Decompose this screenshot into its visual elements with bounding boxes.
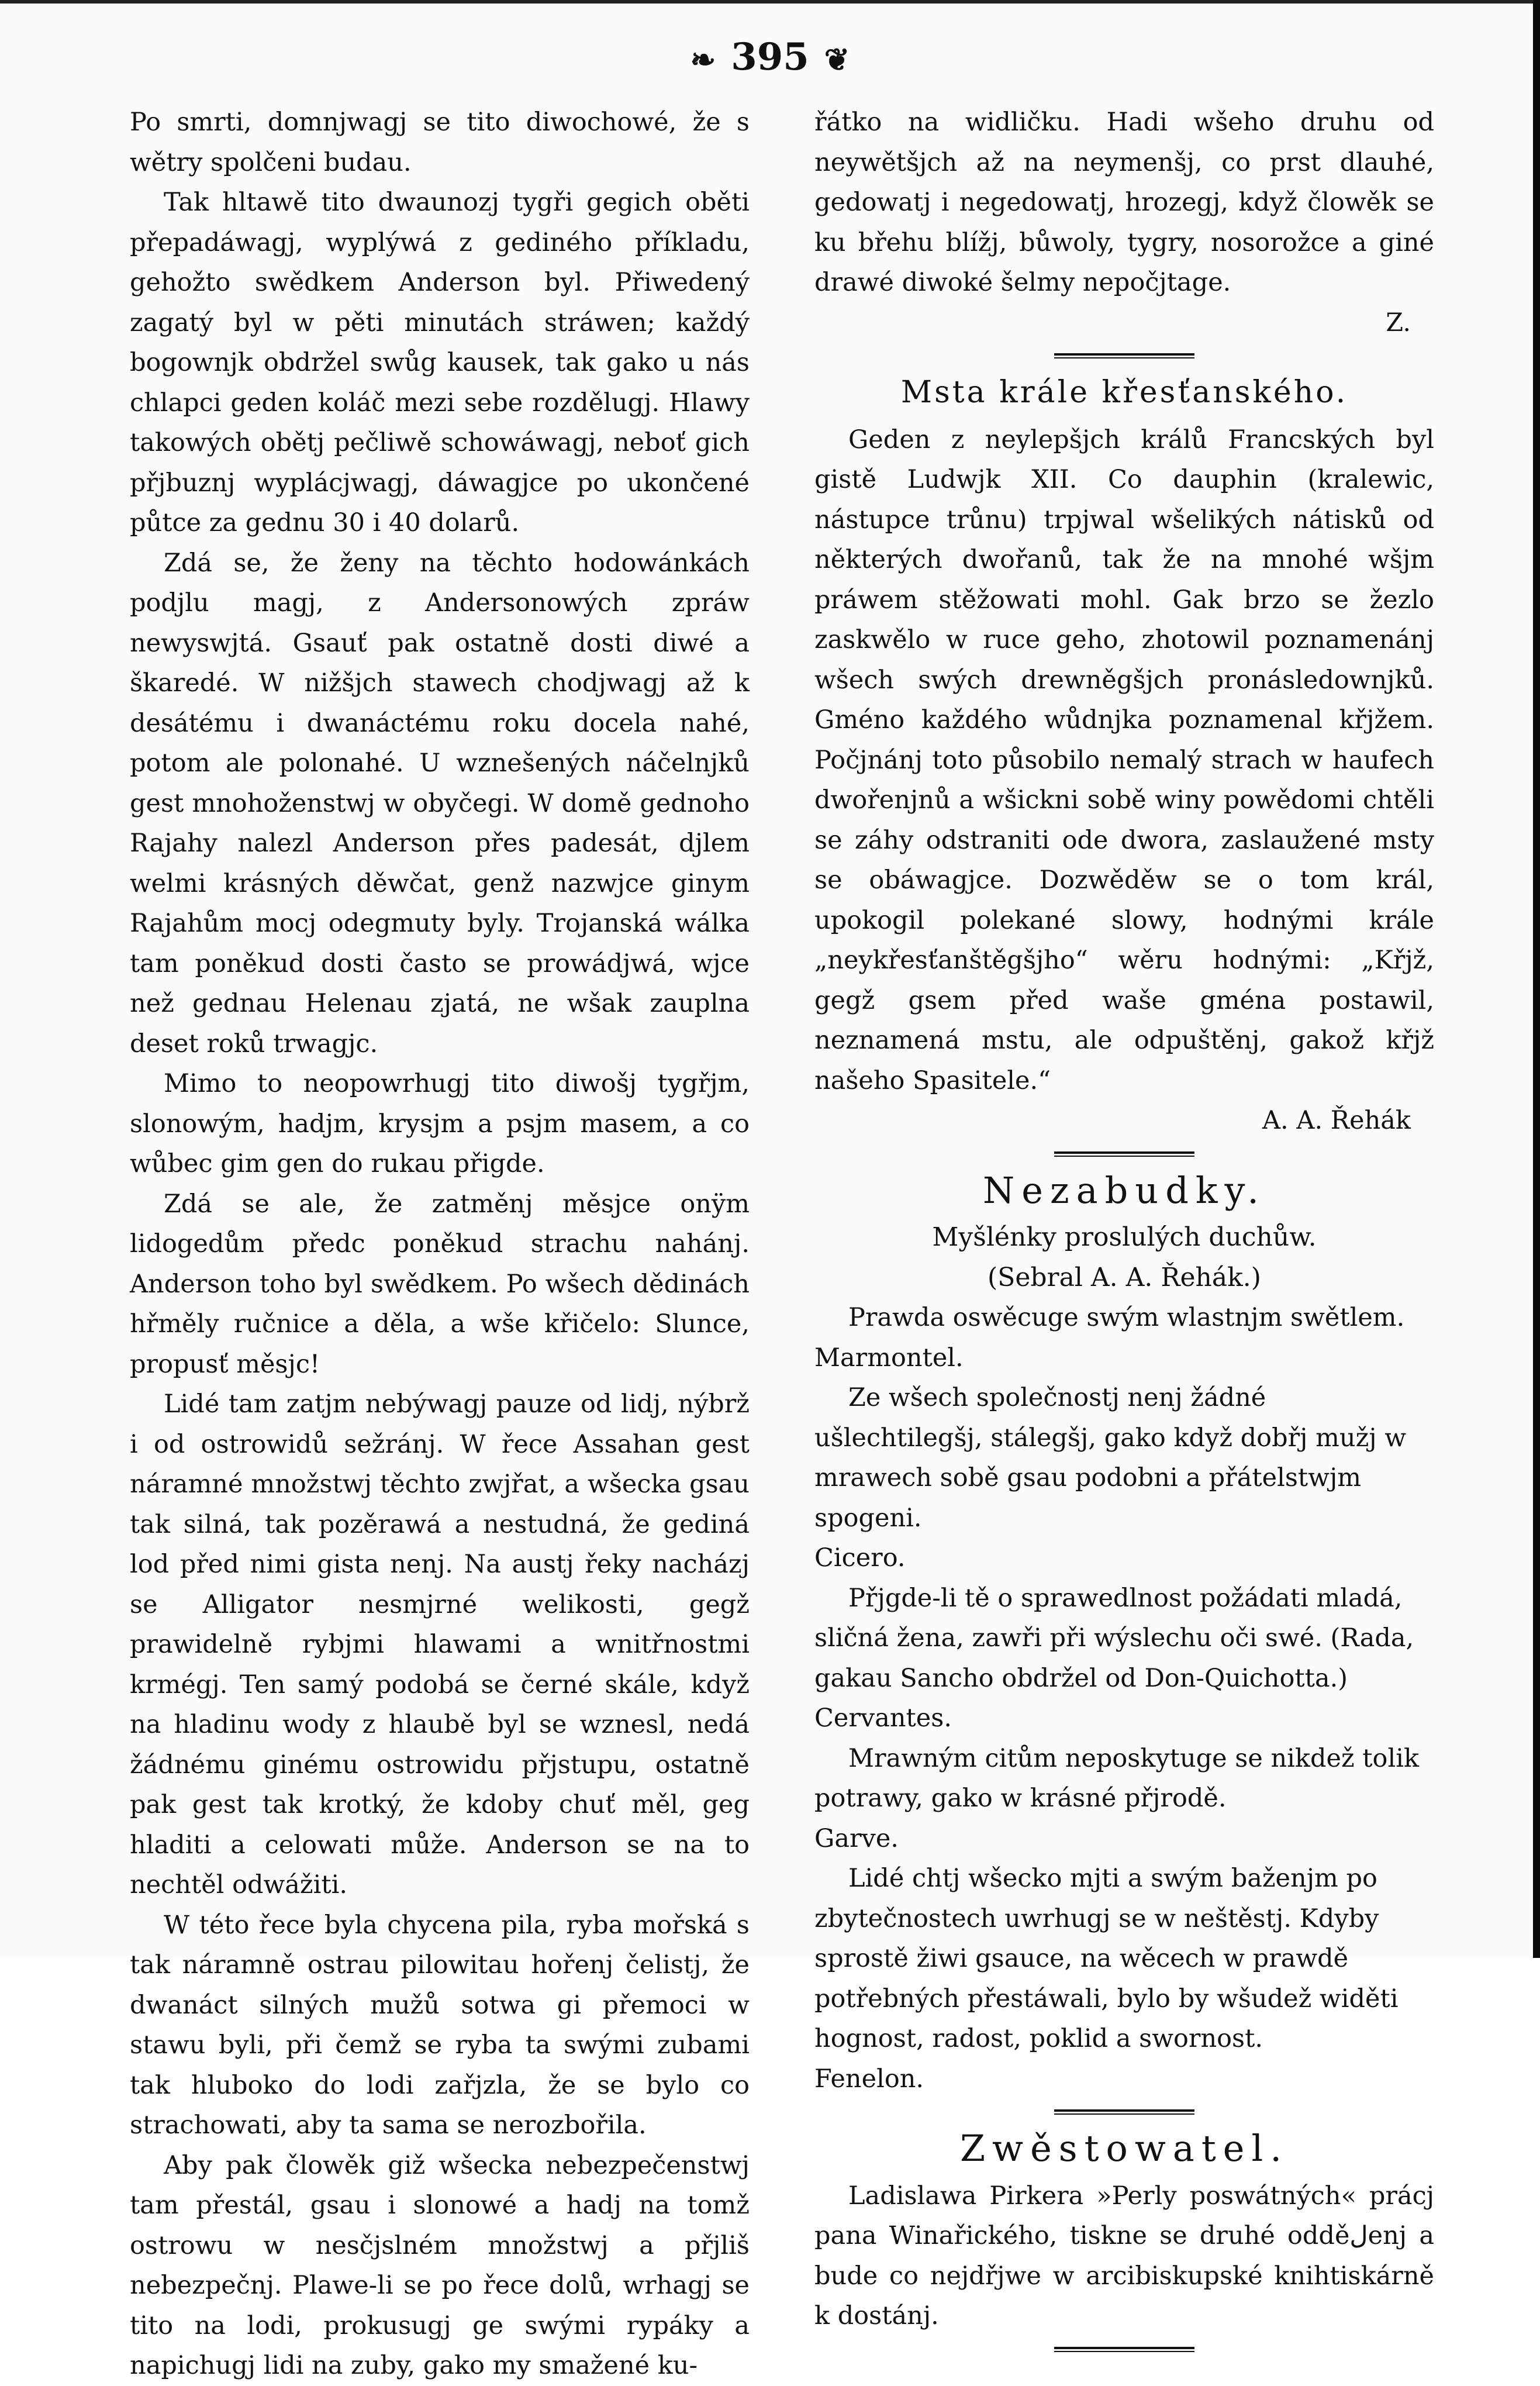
left-paragraph: Aby pak člowěk giž wšecka nebezpečenstwj tam přestál, gsau i slonowé a hadj na tomž ostrowu w nesčjslném množstwj a přjliš nebezpečnj. Plawe-li se po řece dolů, wrhagj se tito na lodi, prokusugj ge swými rypáky a napichugj lidi na zuby, gako my smažené ku- [130,2150,750,2380]
quote-author: Cervantes. [814,1704,952,1733]
section-divider [1054,1151,1194,1157]
quote-text: Mrawným citům neposkytuge se nikdež tolik potrawy, gako w krásné přjrodě. [814,1743,1420,1813]
continuation-paragraph: řátko na widličku. Hadi wšeho druhu od neywětšjch až na neymenšj, co prst dlauhé, gedowatj i negedowatj, hrozegj, když člowěk se ku břehu blížj, bůwoly, tygry, nosorožce a giné drawé diwoké šelmy nepočjtage. [814,108,1434,297]
quote-author: Fenelon. [814,2064,924,2094]
section-title-zwestowatel: Zwěstowatel. [959,2127,1289,2170]
left-fleuron-icon: ❧ [690,42,716,78]
left-paragraph: Tak hltawě tito dwaunozj tygři gegich oběti přepadáwagj, wyplýwá z gediného příkladu, gehožto swědkem Anderson byl. Přiwedený zagatý byl w pěti minutách stráwen; každý bogownjk obdržel swůg kausek, tak gako u nás chlapci geden koláč mezi sebe rozdělugj. Hlawy takowých obětj pečliwě schowáwagj, neboť gich přjbuznj wyplácjwagj, dáwagjce po ukončené půtce za gednu 30 i 40 dolarů. [130,188,750,537]
page-header [0,35,1540,79]
quote-author: Cicero. [814,1543,906,1573]
left-paragraph: Lidé tam zatjm nebýwagj pauze od lidj, nýbrž i od ostrowidů sežránj. W řece Assahan gest náramné množstwj těchto zwjřat, a wšecka gsau tak silná, tak pozěrawá a nestudná, že gediná lod před nimi gista nenj. Na austj řeky nacházj se Alligator nesmjrné welikosti, gegž prawidelně rybjmi hlawami a wnitřnostmi krmégj. Ten samý podobá se černé skále, když na hladinu wody z hlaubě byl se wznesl, nedá žádnému ginému ostrowidu přjstupu, ostatně pak gest tak krotký, že kdoby chuť měl, geg hladiti a celowati může. Anderson se na to nechtěl odwážiti. [130,1389,750,1899]
left-paragraph: Mimo to neopowrhugj tito diwošj tygřjm, slonowým, hadjm, krysjm a psjm masem, a co wůbec gim gen do rukau přigde. [130,1069,750,1178]
right-edge-shadow [1533,0,1540,1958]
page-number: 395 [731,35,809,79]
section-divider [1054,353,1194,358]
left-paragraph: W této řece byla chycena pila, ryba mořská s tak náramně ostrau pilowitau hořenj čelistj, že dwanáct silných mužů sotwa gi přemoci w stawu byli, při čemž se ryba ta swými zubami tak hluboko do lodi zařjzla, že se bylo co strachowati, aby ta sama se nerozbořila. [130,1910,750,2140]
quote-text: Prawda oswěcuge swým wlastnjm swětlem. [848,1303,1405,1332]
right-fleuron-icon: ❦ [824,42,850,78]
top-edge [0,0,1540,4]
section-collector: (Sebral A. A. Řehák.) [987,1262,1261,1292]
left-paragraph: Zdá se ale, že zatměnj měsjce onÿm lidogedům předc poněkud strachu nahánj. Anderson toho byl swědkem. Po wšech dědinách hřměly ručnice a děla, a wše křičelo: Slunce, propusť měsjc! [130,1189,750,1379]
section-divider [1054,2109,1194,2115]
right-column [814,102,1434,2366]
left-column [130,102,750,2386]
announcement-paragraph: Ladislawa Pirkera »Perly poswátných« prácj pana Winařického, tiskne se druhé odděلenj a bude co nejdřjwe w arcibiskupské knihtiskárně k dostánj. [814,2181,1434,2330]
quote-author: Garve. [814,1823,899,1853]
quote-author: Marmontel. [814,1343,964,1373]
continuation-signature: Z. [1386,308,1411,337]
section-title-msta: Msta krále křesťanského. [900,375,1348,410]
anecdote-paragraph: Geden z neylepšjch králů Francských byl gistě Ludwjk XII. Co dauphin (kralewic, nástupce trůnu) trpjwal wšelikých nátisků od některých dwořanů, tak že na mnohé wšjm práwem stěžowati mohl. Gak brzo se žezlo zaskwělo w ruce geho, zhotowil poznamenánj wšech swých drewněgšjch pronásledownjků. Gméno každého wůdnjka poznamenal křjžem. Počjnánj toto působilo nemalý strach w haufech dwořenjnů a wšickni sobě winy powědomi chtěli se záhy odstraniti ode dwora, zaslaužené msty se obáwagjce. Dozwěděw se o tom král, upokogil polekané slowy, hodnými krále „neykřesťanštěgšjho“ wěru hodnými: „Křjž, gegž gsem před waše gména postawil, neznamená mstu, ale odpuštěnj, gakož křjž našeho Spasitele.“ [814,425,1434,1095]
closing-divider [1054,2347,1194,2352]
left-paragraph: Zdá se, že ženy na těchto hodowánkách podjlu magj, z Andersonowých zpráw newyswjtá. Gsauť pak ostatně dosti diwé a škaredé. W nižšjch stawech chodjwagj až k desátému i dwanáctému roku docela nahé, potom ale polonahé. U wznešených náčelnjků gest mnohoženstwj w obyčegi. W domě gednoho Rajahy nalezl Anderson přes padesát, djlem welmi krásných děwčat, genž nazwjce ginym Rajahům mocj odegmuty byly. Trojanská wálka tam poněkud dosti často se prowádjwá, wjce než gednau Helenau zjatá, ne wšak zauplna deset roků trwagjc. [130,548,750,1058]
anecdote-signature: A. A. Řehák [1262,1106,1411,1135]
quotes-list [814,1298,1434,2099]
section-subtitle: Myšlénky proslulých duchůw. [932,1222,1317,1252]
quote-text: Přjgde-li tě o sprawedlnost požádati mladá, sličná žena, zawři při wýslechu oči swé. (Rada, gakau Sancho obdržel od Don-Quichotta.) [814,1583,1414,1693]
left-paragraph: Po smrti, domnjwagj se tito diwochowé, že s wětry spolčeni budau. [130,108,750,177]
section-title-nezabudky: Nezabudky. [983,1168,1266,1212]
quote-text: Lidé chtj wšecko mjti a swým baženjm po zbytečnostech uwrhugj se w neštěstj. Kdyby sprostě žiwi gsauce, na wěcech w prawdě potřebných přestáwali, bylo by wšudež widěti hognost, radost, poklid a swornost. [814,1864,1399,2053]
quote-text: Ze wšech společnostj nenj žádné ušlechtilegšj, stálegšj, gako když dobřj mužj w mrawech sobě gsau podobni a přátelstwjm spogeni. [814,1383,1407,1533]
